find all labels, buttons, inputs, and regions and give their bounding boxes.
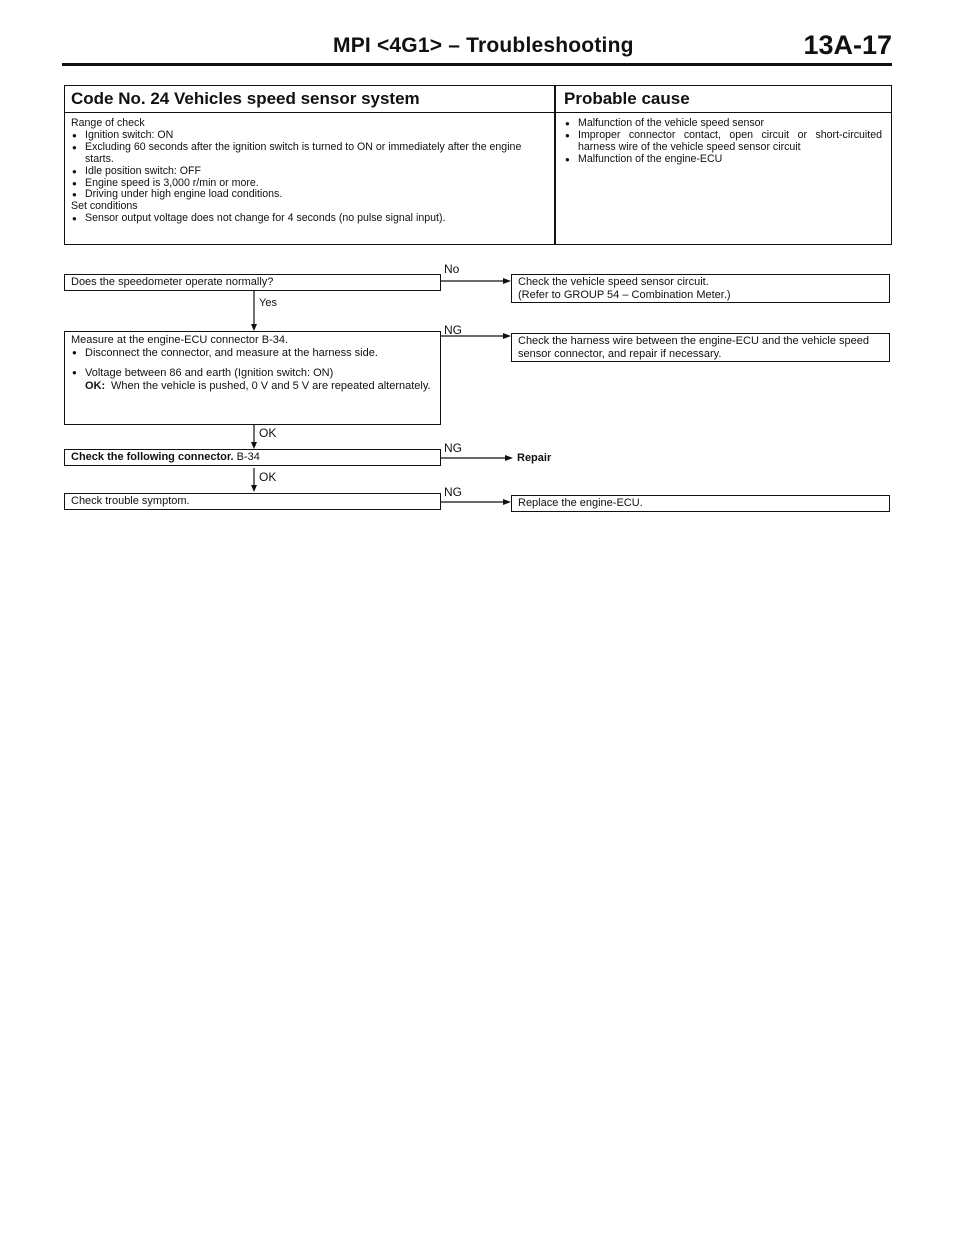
result-check-sensor-circuit xyxy=(511,274,890,303)
range-item: ● Ignition switch: ON xyxy=(71,130,547,142)
range-item: ● Excluding 60 seconds after the ignition switch is turned to ON or immediately after the engine starts. xyxy=(71,142,547,166)
step-bullet: ● Voltage between 86 and earth (Ignition switch: ON) xyxy=(71,367,434,380)
cause-item: ● Malfunction of the vehicle speed sensor xyxy=(564,118,882,130)
page-title: MPI <4G1> – Troubleshooting xyxy=(333,34,634,57)
cause-item: ● Malfunction of the engine-ECU xyxy=(564,154,882,166)
cause-item: ● Improper connector contact, open circuit or short-circuited harness wire of the vehicle speed sensor circuit xyxy=(564,130,882,154)
result-text: Check the harness wire between the engine-ECU and the vehicle speed sensor connector, and repair if necessary. xyxy=(518,335,869,360)
branch-label-no: No xyxy=(444,262,460,276)
step-speedometer-check xyxy=(64,274,441,291)
branch-label-yes: Yes xyxy=(259,297,277,309)
step-check-connector xyxy=(64,449,441,466)
range-item: ● Idle position switch: OFF xyxy=(71,166,547,178)
step-bullet: ● Disconnect the connector, and measure at the harness side. xyxy=(71,347,434,360)
result-reference: (Refer to GROUP 54 – Combination Meter.) xyxy=(518,288,731,301)
code-title: Code No. 24 Vehicles speed sensor system xyxy=(71,89,420,108)
result-replace-ecu xyxy=(511,495,890,512)
page-number: 13A-17 xyxy=(803,30,892,60)
ok-criterion xyxy=(71,380,434,393)
step-check-trouble-symptom xyxy=(64,493,441,510)
range-item: ● Engine speed is 3,000 r/min or more. xyxy=(71,178,547,190)
result-repair: Repair xyxy=(517,452,552,464)
result-text: Replace the engine-ECU. xyxy=(518,497,643,509)
result-check-harness-wire xyxy=(511,333,890,362)
branch-label-ng: NG xyxy=(444,441,462,455)
branch-label-ng: NG xyxy=(444,323,462,337)
branch-label-ok: OK xyxy=(259,470,277,484)
step-measure-ecu-connector xyxy=(64,331,441,425)
step-text: Check trouble symptom. xyxy=(71,495,190,507)
branch-label-ng: NG xyxy=(444,485,462,499)
step-text: Measure at the engine-ECU connector B-34. xyxy=(71,334,289,346)
set-conditions-label: Set conditions xyxy=(71,200,138,213)
range-item: ● Driving under high engine load conditions. xyxy=(71,189,547,201)
ok-text: When the vehicle is pushed, 0 V and 5 V are repeated alternately. xyxy=(111,379,431,392)
probable-cause-title: Probable cause xyxy=(564,89,690,108)
step-text: Does the speedometer operate normally? xyxy=(71,276,274,288)
spacer xyxy=(71,359,434,367)
result-text: Check the vehicle speed sensor circuit. xyxy=(518,276,709,288)
connector-code: B-34 xyxy=(236,451,260,463)
branch-label-ok: OK xyxy=(259,426,277,440)
range-label: Range of check xyxy=(71,117,145,129)
set-condition-item: ● Sensor output voltage does not change for 4 seconds (no pulse signal input). xyxy=(71,213,547,225)
ok-label: OK: xyxy=(85,379,106,392)
step-text: Check the following connector. xyxy=(71,451,234,463)
